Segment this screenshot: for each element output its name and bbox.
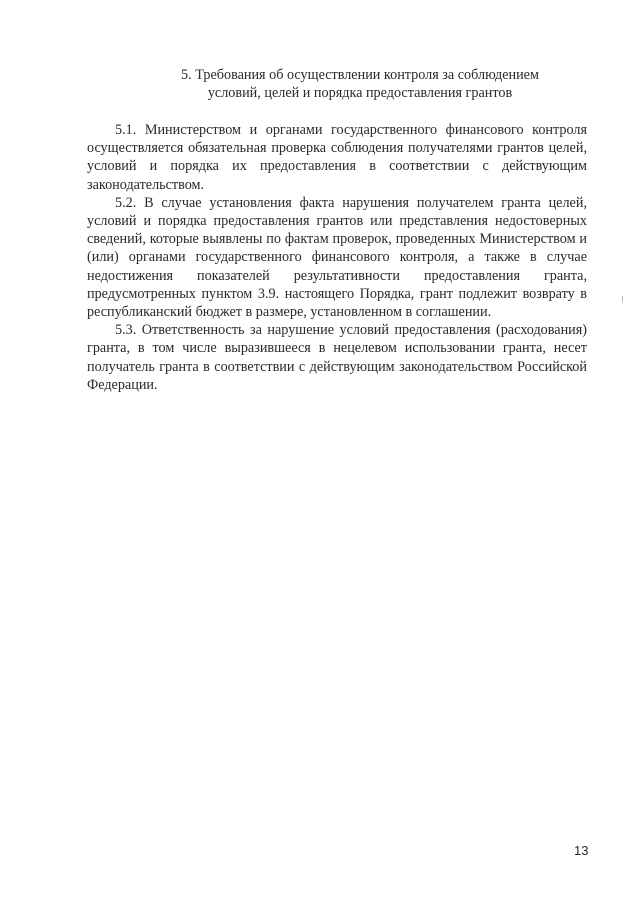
paragraph-5-1: 5.1. Министерством и органами государственного финансового контроля осуществляется обязательная проверка соблюдения получателями грантов целей, условий и порядка их предоставления в соответствии с действующим законодательством. [87, 122, 587, 193]
section-heading [150, 66, 570, 102]
paragraph-5-3: 5.3. Ответственность за нарушение условий предоставления (расходования) гранта, в том числе выразившееся в нецелевом использовании гранта, несет получатель гранта в соответствии с действующим законодательством Российской Федерации. [87, 322, 587, 393]
scan-margin-mark [622, 296, 623, 302]
section-body [87, 121, 587, 394]
paragraph-5-2: 5.2. В случае установления факта нарушения получателем гранта целей, условий и порядка предоставления грантов или представления недостоверных сведений, которые выявлены по фактам проверок, проведенных Министерством и (или) органами государственного финансового контроля, а также в случае недостижения показателей результативности предоставления гранта, предусмотренных пунктом 3.9. настоящего Порядка, грант подлежит возврату в республиканский бюджет в размере, установленном в соглашении. [87, 194, 587, 321]
section-heading-line-2: условий, целей и порядка предоставления грантов [207, 85, 513, 101]
section-heading-line-1: 5. Требования об осуществлении контроля за соблюдением [181, 67, 539, 83]
page-number: 13 [574, 843, 589, 858]
